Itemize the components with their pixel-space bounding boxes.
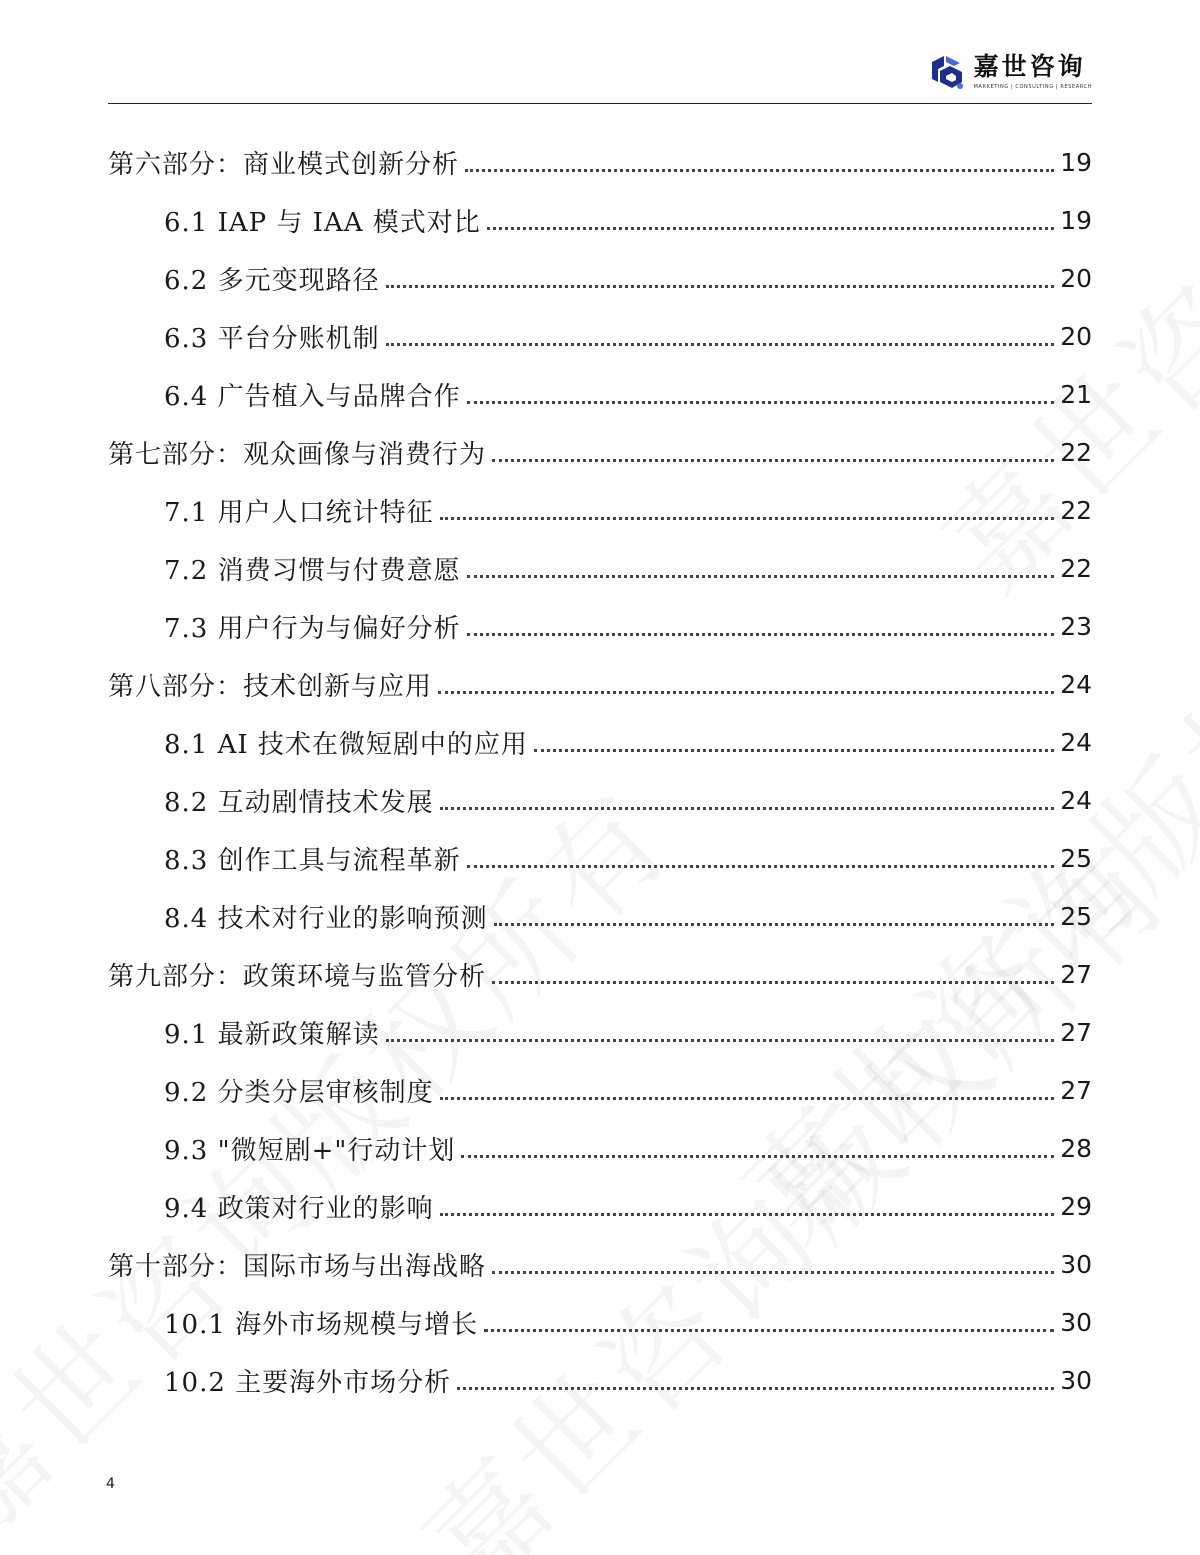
toc-entry-title: 第九部分：政策环境与监管分析 — [108, 961, 487, 992]
toc-dot-leader — [467, 401, 1055, 404]
toc-page-number: 23 — [1060, 611, 1092, 641]
toc-dot-leader — [534, 749, 1054, 752]
toc-dot-leader — [494, 923, 1055, 926]
toc-entry-title: 10.2 主要海外市场分析 — [164, 1367, 452, 1398]
toc-dot-leader — [467, 575, 1055, 578]
toc-dot-leader — [484, 1329, 1054, 1332]
toc-entry-title: 6.3 平台分账机制 — [164, 323, 380, 354]
toc-page-number: 24 — [1060, 669, 1092, 699]
toc-dot-leader — [467, 865, 1055, 868]
toc-page-number: 27 — [1060, 1017, 1092, 1047]
toc-entry-title: 9.2 分类分层审核制度 — [164, 1077, 434, 1108]
toc-entry-title: 第六部分：商业模式创新分析 — [108, 149, 460, 180]
toc-subsection[interactable] — [108, 1119, 1092, 1177]
toc-dot-leader — [386, 285, 1055, 288]
toc-page-number: 22 — [1060, 553, 1092, 583]
toc-subsection[interactable] — [108, 1293, 1092, 1351]
toc-section[interactable] — [108, 133, 1092, 191]
toc-entry-title: 8.3 创作工具与流程革新 — [164, 845, 461, 876]
toc-dot-leader — [492, 981, 1054, 984]
toc-dot-leader — [457, 1387, 1054, 1390]
toc-page-number: 27 — [1060, 1075, 1092, 1105]
brand-logo-icon — [928, 52, 966, 92]
toc-dot-leader — [440, 517, 1055, 520]
toc-dot-leader — [467, 633, 1055, 636]
toc-page-number: 28 — [1060, 1133, 1092, 1163]
page-number: 4 — [106, 1476, 115, 1492]
toc-entry-title: 6.2 多元变现路径 — [164, 265, 380, 296]
toc-dot-leader — [461, 1155, 1054, 1158]
toc-entry-title: 9.4 政策对行业的影响 — [164, 1193, 434, 1224]
header-divider — [108, 103, 1092, 104]
toc-dot-leader — [386, 343, 1055, 346]
toc-page-number: 19 — [1060, 147, 1092, 177]
toc-entry-title: 9.1 最新政策解读 — [164, 1019, 380, 1050]
toc-entry-title: 7.1 用户人口统计特征 — [164, 497, 434, 528]
toc-subsection[interactable] — [108, 365, 1092, 423]
toc-page-number: 30 — [1060, 1307, 1092, 1337]
toc-dot-leader — [440, 807, 1055, 810]
table-of-contents — [108, 133, 1092, 1409]
toc-page-number: 22 — [1060, 437, 1092, 467]
toc-entry-title: 6.4 广告植入与品牌合作 — [164, 381, 461, 412]
toc-page-number: 30 — [1060, 1249, 1092, 1279]
toc-entry-title: 8.4 技术对行业的影响预测 — [164, 903, 488, 934]
toc-entry-title: 8.1 AI 技术在微短剧中的应用 — [164, 729, 528, 760]
toc-dot-leader — [440, 1097, 1055, 1100]
toc-subsection[interactable] — [108, 307, 1092, 365]
toc-dot-leader — [438, 691, 1054, 694]
toc-subsection[interactable] — [108, 1061, 1092, 1119]
toc-entry-title: 第八部分：技术创新与应用 — [108, 671, 433, 702]
brand-logo — [928, 52, 1092, 92]
toc-subsection[interactable] — [108, 713, 1092, 771]
toc-subsection[interactable] — [108, 887, 1092, 945]
toc-page-number: 25 — [1060, 901, 1092, 931]
toc-subsection[interactable] — [108, 539, 1092, 597]
toc-entry-title: 6.1 IAP 与 IAA 模式对比 — [164, 207, 481, 238]
toc-section[interactable] — [108, 655, 1092, 713]
toc-subsection[interactable] — [108, 191, 1092, 249]
toc-dot-leader — [487, 227, 1054, 230]
brand-tagline: MARKETING | CONSULTING | RESEARCH — [973, 84, 1092, 90]
toc-page-number: 22 — [1060, 495, 1092, 525]
toc-page-number: 19 — [1060, 205, 1092, 235]
toc-subsection[interactable] — [108, 1003, 1092, 1061]
toc-page-number: 27 — [1060, 959, 1092, 989]
toc-page-number: 25 — [1060, 843, 1092, 873]
toc-page-number: 30 — [1060, 1365, 1092, 1395]
toc-subsection[interactable] — [108, 481, 1092, 539]
toc-page-number: 24 — [1060, 785, 1092, 815]
toc-entry-title: 7.3 用户行为与偏好分析 — [164, 613, 461, 644]
toc-page-number: 20 — [1060, 321, 1092, 351]
toc-section[interactable] — [108, 945, 1092, 1003]
toc-dot-leader — [492, 459, 1054, 462]
toc-section[interactable] — [108, 423, 1092, 481]
toc-dot-leader — [465, 169, 1054, 172]
toc-entry-title: 7.2 消费习惯与付费意愿 — [164, 555, 461, 586]
toc-page-number: 20 — [1060, 263, 1092, 293]
toc-page-number: 29 — [1060, 1191, 1092, 1221]
toc-entry-title: 第十部分：国际市场与出海战略 — [108, 1251, 487, 1282]
toc-subsection[interactable] — [108, 829, 1092, 887]
toc-subsection[interactable] — [108, 771, 1092, 829]
toc-entry-title: 第七部分：观众画像与消费行为 — [108, 439, 487, 470]
toc-dot-leader — [386, 1039, 1055, 1042]
toc-subsection[interactable] — [108, 597, 1092, 655]
toc-dot-leader — [492, 1271, 1054, 1274]
toc-page-number: 24 — [1060, 727, 1092, 757]
toc-subsection[interactable] — [108, 1177, 1092, 1235]
toc-entry-title: 10.1 海外市场规模与增长 — [164, 1309, 479, 1340]
page-header — [0, 0, 1200, 106]
toc-section[interactable] — [108, 1235, 1092, 1293]
toc-entry-title: 9.3 "微短剧+"行动计划 — [164, 1135, 456, 1166]
toc-subsection[interactable] — [108, 1351, 1092, 1409]
toc-entry-title: 8.2 互动剧情技术发展 — [164, 787, 434, 818]
toc-page-number: 21 — [1060, 379, 1092, 409]
toc-dot-leader — [440, 1213, 1055, 1216]
brand-name: 嘉世咨询 — [973, 52, 1086, 81]
toc-subsection[interactable] — [108, 249, 1092, 307]
